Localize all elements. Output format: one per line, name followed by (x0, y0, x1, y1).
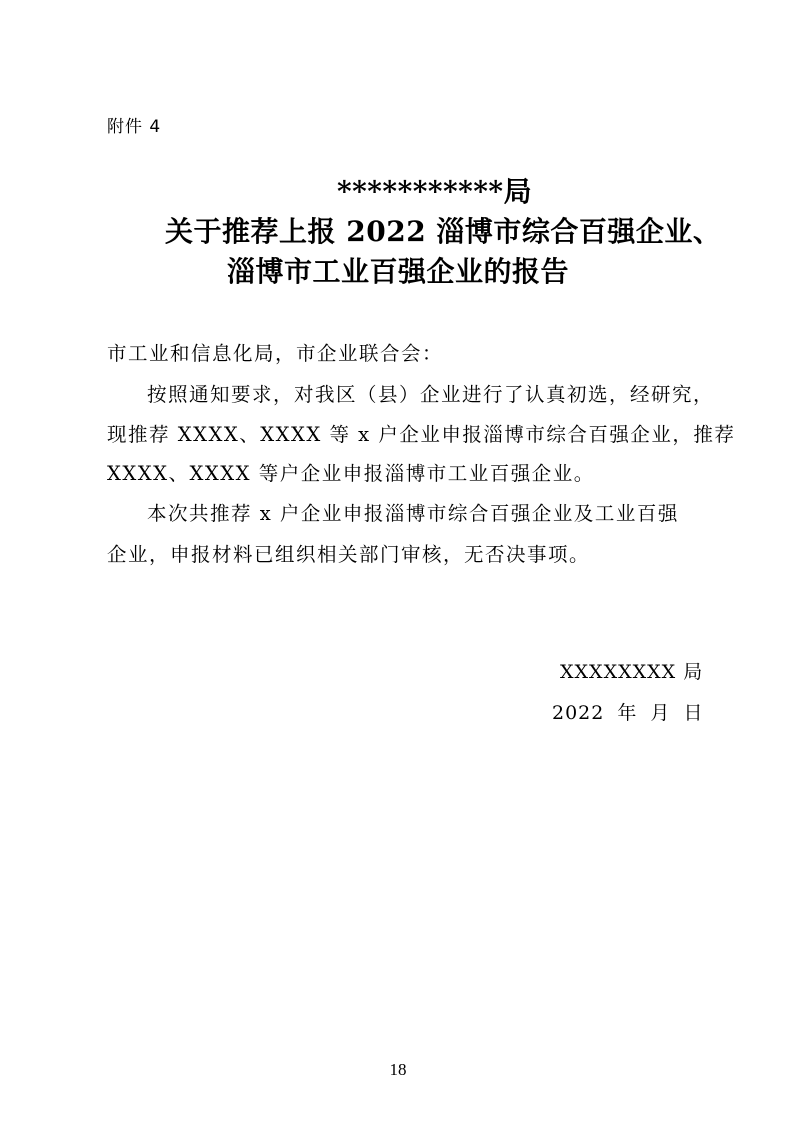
page-number: 18 (389, 1060, 407, 1079)
report-title-line-1: ***********局 (337, 175, 533, 208)
paragraph-2-line-2: 企业，申报材料已组织相关部门审核，无否决事项。 (107, 543, 591, 566)
paragraph-1-line-3: XXXX、XXXX 等户企业申报淄博市工业百强企业。 (107, 462, 595, 485)
signature-organization: XXXXXXXX 局 (560, 661, 704, 683)
paragraph-1-line-1: 按照通知要求，对我区（县）企业进行了认真初选，经研究， (147, 383, 715, 406)
paragraph-1-line-2: 现推荐 XXXX、XXXX 等 x 户企业申报淄博市综合百强企业，推荐 (107, 423, 736, 446)
attachment-label: 附件 4 (107, 117, 162, 137)
paragraph-2-line-1: 本次共推荐 x 户企业申报淄博市综合百强企业及工业百强 (147, 502, 679, 525)
report-title-line-3: 淄博市工业百强企业的报告 (227, 255, 570, 288)
salutation: 市工业和信息化局，市企业联合会： (107, 342, 444, 365)
report-title-line-2: 关于推荐上报 2022 淄博市综合百强企业、 (165, 215, 722, 248)
signature-date: 2022 年 月 日 (552, 702, 704, 724)
